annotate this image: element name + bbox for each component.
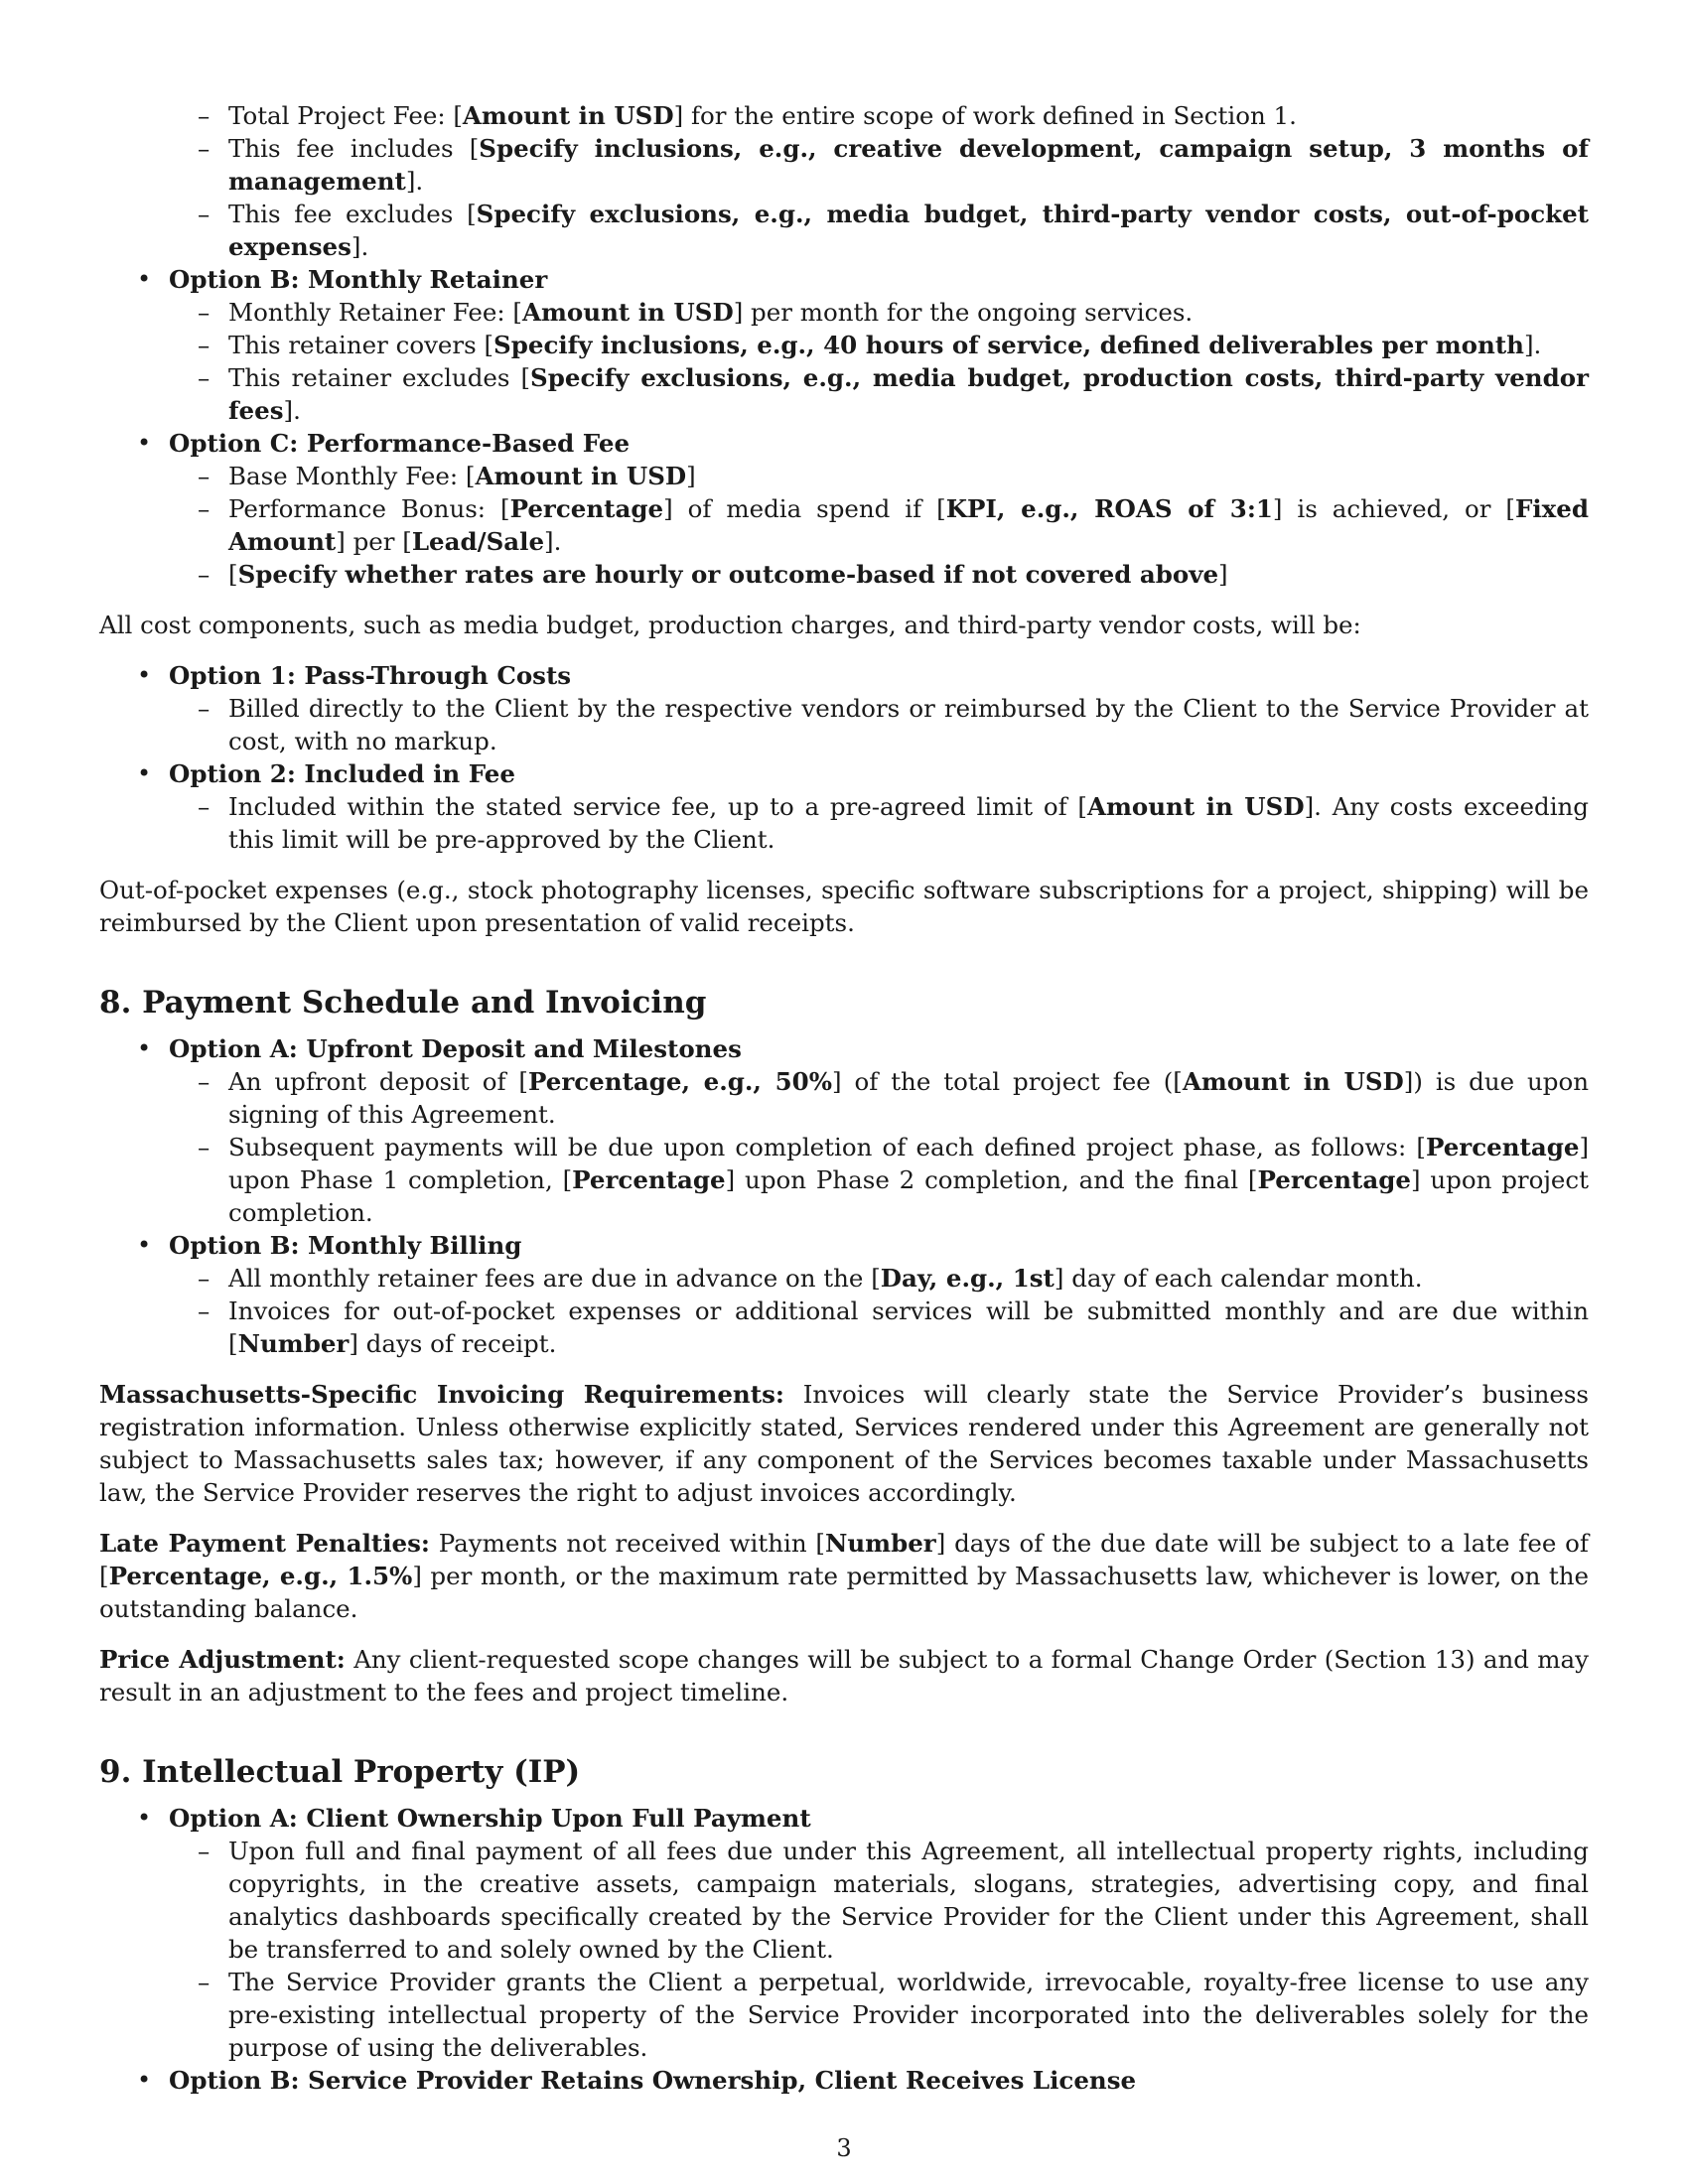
option-details bbox=[169, 1835, 1589, 2064]
option-details bbox=[169, 1262, 1589, 1360]
body-text: ] upon Phase 1 completion, [ bbox=[228, 1133, 1589, 1194]
body-text: ]. bbox=[351, 232, 369, 261]
option-item bbox=[99, 1032, 1589, 1229]
body-text: ] bbox=[686, 462, 696, 490]
body-text: Invoices for out-of-pocket expenses or additional services will be submitted monthly and are due within [ bbox=[228, 1297, 1589, 1358]
detail-item bbox=[99, 132, 1589, 198]
body-text: ] day of each calendar month. bbox=[1054, 1264, 1423, 1293]
section-heading-ip: 9. Intellectual Property (IP) bbox=[99, 1754, 581, 1790]
option-item bbox=[99, 263, 1589, 427]
body-text: Monthly Retainer Fee: [ bbox=[228, 298, 522, 327]
option-title: • Option B: Monthly Retainer bbox=[169, 265, 548, 294]
cost-intro: All cost components, such as media budget, production charges, and third-party vendor costs, will be: bbox=[99, 611, 1361, 639]
body-text: ]. bbox=[405, 167, 424, 196]
body-text: ] is achieved, or [ bbox=[1272, 494, 1515, 523]
body-text: ] for the entire scope of work defined in Section 1. bbox=[673, 101, 1297, 130]
body-text: ] per [ bbox=[336, 527, 412, 556]
placeholder-text: Percentage bbox=[509, 494, 664, 523]
body-text: Upon full and final payment of all fees due under this Agreement, all intellectual property rights, including copyrights, in the creative assets, campaign materials, slogans, strategies, advertising copy, and final analytics dashboards specifically created by the Service Provider for the Client under this Agreement, shall be transferred to and solely owned by the Client. bbox=[228, 1837, 1589, 1964]
option-title: • Option 1: Pass-Through Costs bbox=[169, 661, 572, 690]
body-text: ]. bbox=[1523, 331, 1542, 359]
option-details bbox=[169, 1065, 1589, 1229]
body-text: ] bbox=[1218, 560, 1228, 589]
option-item bbox=[99, 99, 1589, 263]
body-text: Payments not received within [ bbox=[429, 1529, 825, 1558]
body-text: ] days of the due date will be subject to a late fee of [ bbox=[99, 1529, 1589, 1590]
placeholder-text: Specify whether rates are hourly or outcome-based if not covered above bbox=[237, 560, 1219, 589]
detail-item bbox=[99, 1835, 1589, 1966]
placeholder-text: Percentage bbox=[1425, 1133, 1580, 1161]
placeholder-text: Amount in USD bbox=[475, 462, 687, 490]
payment-paragraph bbox=[99, 1527, 1589, 1625]
body-text: ]. bbox=[544, 527, 562, 556]
detail-item bbox=[99, 296, 1589, 329]
detail-item bbox=[99, 1966, 1589, 2064]
placeholder-text: Specify inclusions, e.g., 40 hours of service, defined deliverables per month bbox=[493, 331, 1524, 359]
placeholder-text: Number bbox=[237, 1329, 350, 1358]
option-details bbox=[169, 99, 1589, 263]
placeholder-text: Day, e.g., 1st bbox=[880, 1264, 1055, 1293]
detail-item bbox=[99, 790, 1589, 856]
option-item bbox=[99, 427, 1589, 591]
body-text: ] of media spend if [ bbox=[663, 494, 946, 523]
placeholder-text: Specify exclusions, e.g., media budget, production costs, third-party vendor fees bbox=[228, 363, 1589, 425]
fee-options-list bbox=[99, 99, 1589, 591]
placeholder-text: Number bbox=[824, 1529, 936, 1558]
detail-item bbox=[99, 329, 1589, 361]
detail-item bbox=[99, 198, 1589, 263]
option-title: • Option 2: Included in Fee bbox=[169, 759, 515, 788]
body-text: ] per month for the ongoing services. bbox=[733, 298, 1194, 327]
detail-item bbox=[99, 361, 1589, 427]
detail-item bbox=[99, 492, 1589, 558]
placeholder-text: Specify exclusions, e.g., media budget, third-party vendor costs, out-of-pocket expenses bbox=[228, 200, 1589, 261]
option-details bbox=[169, 296, 1589, 427]
detail-item bbox=[99, 558, 1589, 591]
placeholder-text: Late Payment Penalties: bbox=[99, 1529, 430, 1558]
body-text: Invoices will clearly state the Service Provider’s business registration information. Unless otherwise explicitly stated, Services rendered under this Agreement are generally not subject to Massachusetts sales tax; however, if any component of the Services becomes taxable under Massachusetts law, the Service Provider reserves the right to adjust invoices accordingly. bbox=[99, 1380, 1589, 1507]
body-text: Total Project Fee: [ bbox=[228, 101, 463, 130]
placeholder-text: Amount in USD bbox=[1086, 792, 1305, 821]
payment-paragraph bbox=[99, 1643, 1589, 1708]
detail-item bbox=[99, 99, 1589, 132]
page-number: 3 bbox=[836, 2134, 852, 2162]
placeholder-text: Percentage bbox=[1257, 1165, 1411, 1194]
body-text: This retainer excludes [ bbox=[228, 363, 531, 392]
payment-paragraph bbox=[99, 1378, 1589, 1509]
body-text: ] upon Phase 2 completion, and the final [ bbox=[725, 1165, 1258, 1194]
detail-item bbox=[99, 1295, 1589, 1360]
option-item bbox=[99, 2064, 1589, 2097]
body-text: All monthly retainer fees are due in advance on the [ bbox=[228, 1264, 881, 1293]
placeholder-text: Lead/Sale bbox=[411, 527, 545, 556]
body-text: Included within the stated service fee, up to a pre-agreed limit of [ bbox=[228, 792, 1087, 821]
placeholder-text: Amount in USD bbox=[521, 298, 734, 327]
option-item bbox=[99, 1802, 1589, 2064]
body-text: ]) is due upon signing of this Agreement. bbox=[228, 1067, 1590, 1129]
body-text: ]. Any costs exceeding this limit will be pre-approved by the Client. bbox=[228, 792, 1589, 854]
body-text: ] days of receipt. bbox=[349, 1329, 557, 1358]
detail-item bbox=[99, 692, 1589, 757]
body-text: An upfront deposit of [ bbox=[228, 1067, 528, 1096]
body-text: ]. bbox=[283, 396, 301, 425]
body-text: The Service Provider grants the Client a perpetual, worldwide, irrevocable, royalty-free license to use any pre-existing intellectual property of the Service Provider incorporated into the deliverables solely for the purpose of using the deliverables. bbox=[228, 1968, 1589, 2062]
body-text: Any client-requested scope changes will be subject to a formal Change Order (Section 13) and may result in an adjustment to the fees and project timeline. bbox=[99, 1645, 1589, 1706]
body-text: [ bbox=[228, 560, 238, 589]
body-text: ] upon project completion. bbox=[228, 1165, 1590, 1227]
option-item bbox=[99, 659, 1589, 757]
body-text: ] per month, or the maximum rate permitted by Massachusetts law, whichever is lower, on the outstanding balance. bbox=[99, 1562, 1590, 1623]
out-of-pocket-paragraph: Out-of-pocket expenses (e.g., stock photography licenses, specific software subscriptions for a project, shipping) will be reimbursed by the Client upon presentation of valid receipts. bbox=[99, 876, 1589, 937]
body-text: Subsequent payments will be due upon completion of each defined project phase, as follows: [ bbox=[228, 1133, 1426, 1161]
placeholder-text: Specify inclusions, e.g., creative development, campaign setup, 3 months of management bbox=[228, 134, 1589, 196]
body-text: This retainer covers [ bbox=[228, 331, 494, 359]
option-details bbox=[169, 692, 1589, 757]
option-details bbox=[169, 790, 1589, 856]
placeholder-text: Percentage bbox=[572, 1165, 726, 1194]
body-text: Base Monthly Fee: [ bbox=[228, 462, 476, 490]
option-title: • Option C: Performance-Based Fee bbox=[169, 429, 631, 458]
placeholder-text: Amount in USD bbox=[462, 101, 674, 130]
option-title: • Option A: Client Ownership Upon Full Payment bbox=[169, 1804, 811, 1833]
body-text: ] of the total project fee ([ bbox=[832, 1067, 1183, 1096]
option-item bbox=[99, 757, 1589, 856]
body-text: This fee includes [ bbox=[228, 134, 480, 163]
placeholder-text: Price Adjustment: bbox=[99, 1645, 346, 1674]
body-text: Billed directly to the Client by the respective vendors or reimbursed by the Client to the Service Provider at cost, with no markup. bbox=[228, 694, 1589, 755]
ip-options-list bbox=[99, 1802, 1589, 2097]
cost-options-list bbox=[99, 659, 1589, 856]
detail-item bbox=[99, 1131, 1589, 1229]
placeholder-text: Percentage, e.g., 50% bbox=[527, 1067, 832, 1096]
option-title: • Option B: Service Provider Retains Ownership, Client Receives License bbox=[169, 2066, 1137, 2095]
placeholder-text: Percentage, e.g., 1.5% bbox=[108, 1562, 413, 1590]
document-page bbox=[99, 99, 1589, 2097]
section-heading-payment: 8. Payment Schedule and Invoicing bbox=[99, 985, 707, 1021]
placeholder-text: Amount in USD bbox=[1182, 1067, 1404, 1096]
body-text: Performance Bonus: [ bbox=[228, 494, 510, 523]
placeholder-text: KPI, e.g., ROAS of 3:1 bbox=[945, 494, 1273, 523]
option-item bbox=[99, 1229, 1589, 1360]
detail-item bbox=[99, 460, 1589, 492]
payment-options-list bbox=[99, 1032, 1589, 1360]
option-title: • Option A: Upfront Deposit and Milestones bbox=[169, 1034, 742, 1063]
option-title: • Option B: Monthly Billing bbox=[169, 1231, 522, 1260]
body-text: This fee excludes [ bbox=[228, 200, 477, 228]
detail-item bbox=[99, 1065, 1589, 1131]
payment-paragraphs bbox=[99, 1378, 1589, 1708]
detail-item bbox=[99, 1262, 1589, 1295]
placeholder-text: Massachusetts-Specific Invoicing Requirements: bbox=[99, 1380, 784, 1409]
placeholder-text: Fixed Amount bbox=[228, 494, 1589, 556]
option-details bbox=[169, 460, 1589, 591]
